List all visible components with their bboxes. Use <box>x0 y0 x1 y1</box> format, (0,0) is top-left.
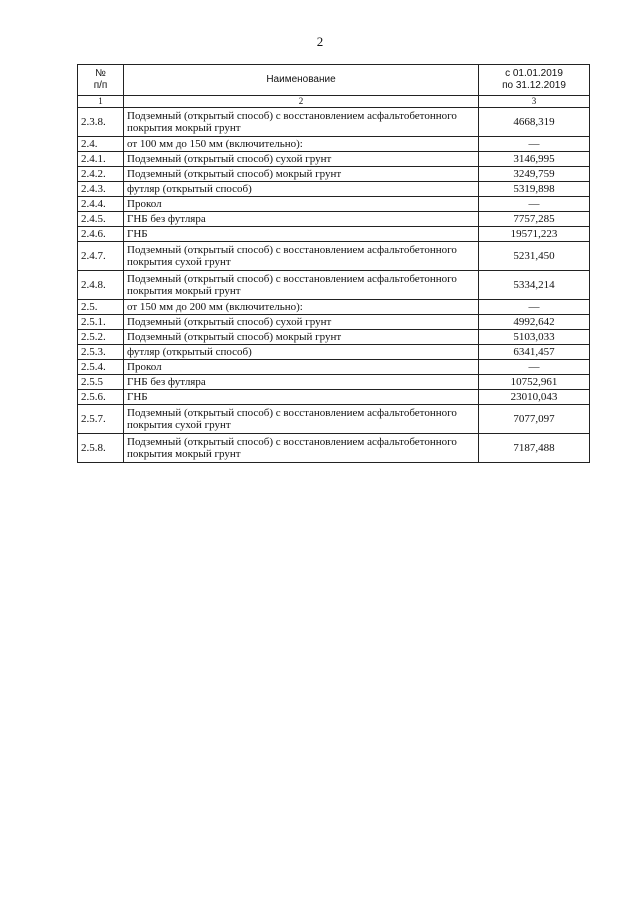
row-name: Подземный (открытый способ) сухой грунт <box>124 152 479 167</box>
header-value-label: с 01.01.2019 по 31.12.2019 <box>502 68 566 91</box>
row-number: 2.4.1. <box>78 152 124 167</box>
column-index-2: 2 <box>124 96 479 108</box>
row-value: 23010,043 <box>479 390 590 405</box>
table-row <box>78 152 590 167</box>
page-number: 2 <box>316 34 324 49</box>
row-name: футляр (открытый способ) <box>124 182 479 197</box>
row-number: 2.4.4. <box>78 197 124 212</box>
tariff-table <box>77 64 590 463</box>
row-number: 2.4.6. <box>78 227 124 242</box>
row-name: Подземный (открытый способ) сухой грунт <box>124 315 479 330</box>
table-row <box>78 345 590 360</box>
row-number: 2.4. <box>78 137 124 152</box>
row-number: 2.5.4. <box>78 360 124 375</box>
table-row <box>78 375 590 390</box>
row-name: Подземный (открытый способ) с восстановлением асфальтобетонного покрытия мокрый грунт <box>124 434 479 463</box>
row-name: Подземный (открытый способ) с восстановлением асфальтобетонного покрытия сухой грунт <box>124 405 479 434</box>
row-name: Подземный (открытый способ) с восстановлением асфальтобетонного покрытия сухой грунт <box>124 242 479 271</box>
row-value: — <box>479 300 590 315</box>
column-index-3: 3 <box>479 96 590 108</box>
header-num <box>78 65 124 96</box>
row-number: 2.4.7. <box>78 242 124 271</box>
header-name <box>124 65 479 96</box>
table-row <box>78 108 590 137</box>
row-number: 2.5.6. <box>78 390 124 405</box>
table-row <box>78 197 590 212</box>
row-name: Подземный (открытый способ) мокрый грунт <box>124 167 479 182</box>
column-index-row <box>78 96 590 108</box>
row-number: 2.5.7. <box>78 405 124 434</box>
table-row <box>78 242 590 271</box>
row-value: 7757,285 <box>479 212 590 227</box>
table-row <box>78 167 590 182</box>
header-num-label: № п/п <box>93 68 108 91</box>
row-value: 5231,450 <box>479 242 590 271</box>
table-row <box>78 330 590 345</box>
table-row <box>78 212 590 227</box>
row-name: от 100 мм до 150 мм (включительно): <box>124 137 479 152</box>
row-number: 2.5.5 <box>78 375 124 390</box>
table-row <box>78 137 590 152</box>
row-value: 7187,488 <box>479 434 590 463</box>
row-number: 2.3.8. <box>78 108 124 137</box>
row-value: — <box>479 360 590 375</box>
header-value <box>479 65 590 96</box>
row-value: 5319,898 <box>479 182 590 197</box>
row-name: Подземный (открытый способ) мокрый грунт <box>124 330 479 345</box>
column-index-1: 1 <box>78 96 124 108</box>
table-row <box>78 315 590 330</box>
row-value: 19571,223 <box>479 227 590 242</box>
row-value: 4668,319 <box>479 108 590 137</box>
row-value: 5334,214 <box>479 271 590 300</box>
table-row <box>78 360 590 375</box>
table-row <box>78 434 590 463</box>
row-value: — <box>479 197 590 212</box>
row-number: 2.5.8. <box>78 434 124 463</box>
row-name: Прокол <box>124 360 479 375</box>
row-name: Подземный (открытый способ) с восстановлением асфальтобетонного покрытия мокрый грунт <box>124 108 479 137</box>
row-number: 2.4.5. <box>78 212 124 227</box>
row-value: 3249,759 <box>479 167 590 182</box>
row-name: ГНБ без футляра <box>124 212 479 227</box>
table-row <box>78 182 590 197</box>
row-name: ГНБ без футляра <box>124 375 479 390</box>
row-number: 2.5. <box>78 300 124 315</box>
row-name: Подземный (открытый способ) с восстановлением асфальтобетонного покрытия мокрый грунт <box>124 271 479 300</box>
row-number: 2.5.2. <box>78 330 124 345</box>
row-value: — <box>479 137 590 152</box>
row-value: 4992,642 <box>479 315 590 330</box>
row-value: 3146,995 <box>479 152 590 167</box>
row-name: Прокол <box>124 197 479 212</box>
row-number: 2.4.8. <box>78 271 124 300</box>
header-name-label: Наименование <box>266 74 336 85</box>
table-row <box>78 405 590 434</box>
row-name: ГНБ <box>124 227 479 242</box>
row-value: 7077,097 <box>479 405 590 434</box>
row-number: 2.5.3. <box>78 345 124 360</box>
row-name: от 150 мм до 200 мм (включительно): <box>124 300 479 315</box>
row-number: 2.4.2. <box>78 167 124 182</box>
table-row <box>78 227 590 242</box>
row-value: 10752,961 <box>479 375 590 390</box>
table-row <box>78 390 590 405</box>
row-value: 5103,033 <box>479 330 590 345</box>
table-row <box>78 271 590 300</box>
row-value: 6341,457 <box>479 345 590 360</box>
header-row <box>78 65 590 96</box>
row-name: ГНБ <box>124 390 479 405</box>
table-row <box>78 300 590 315</box>
row-name: футляр (открытый способ) <box>124 345 479 360</box>
row-number: 2.5.1. <box>78 315 124 330</box>
row-number: 2.4.3. <box>78 182 124 197</box>
